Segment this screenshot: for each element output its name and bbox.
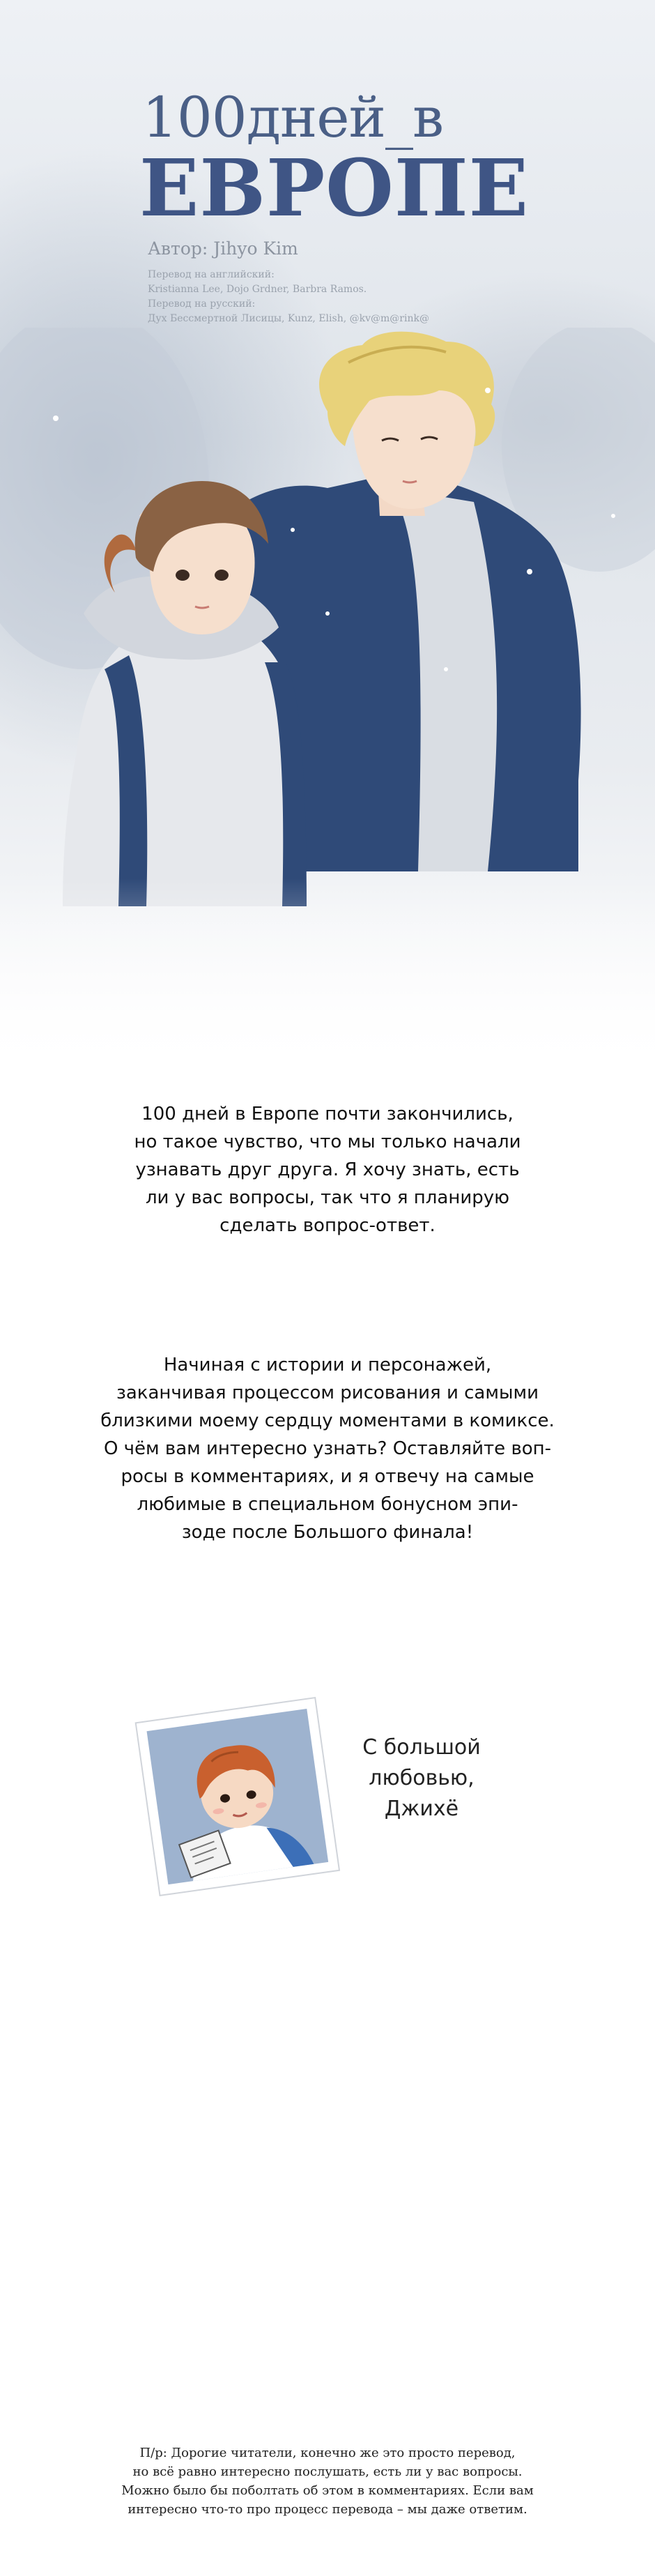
note-line: П/р: Дорогие читатели, конечно же это просто перевод, — [139, 2446, 516, 2460]
author-avatar-photo — [132, 1687, 362, 1896]
message-paragraph-1 — [70, 1100, 585, 1240]
message-line: росы в комментариях, и я отвечу на самые — [121, 1466, 534, 1487]
signature-line: С большой — [362, 1735, 481, 1760]
message-line: любимые в специальном бонусном эпи- — [137, 1494, 518, 1515]
author-signature — [355, 1732, 488, 1824]
signature-line: Джихё — [384, 1797, 459, 1821]
note-line: Можно было бы поболтать об этом в комментариях. Если вам — [121, 2483, 534, 2498]
cover-fade — [0, 878, 655, 1088]
comic-title-line-2: ЕВРОПЕ — [139, 143, 529, 234]
message-line: ли у вас вопросы, так что я планирую — [145, 1187, 510, 1208]
translator-note — [84, 2444, 571, 2519]
credit-line: Kristianna Lee, Dojo Grdner, Barbra Ramos. — [148, 284, 367, 295]
credit-line: Дух Бессмертной Лисицы, Kunz, Elish, @kv@m@rink@ — [148, 313, 429, 324]
note-line: интересно что-то про процесс перевода – мы даже ответим. — [128, 2502, 527, 2517]
message-line: О чём вам интересно узнать? Оставляйте воп- — [103, 1438, 552, 1459]
cover-artwork — [0, 0, 655, 1088]
signature-line: любовью, — [369, 1766, 475, 1790]
comic-title-line-1: 100дней_в — [142, 85, 443, 150]
author-credit: Автор: Jihyo Kim — [148, 238, 298, 259]
message-line: 100 дней в Европе почти закончились, — [141, 1104, 514, 1125]
message-line: зоде после Большого финала! — [181, 1522, 474, 1543]
credit-line: Перевод на английский: — [148, 269, 275, 280]
note-line: но всё равно интересно послушать, есть ли у вас вопросы. — [132, 2464, 523, 2479]
message-line: сделать вопрос-ответ. — [219, 1215, 436, 1236]
message-line: узнавать друг друга. Я хочу знать, есть — [135, 1159, 520, 1180]
message-line: близкими моему сердцу моментами в комиксе. — [100, 1410, 555, 1431]
message-line: Начиная с истории и персонажей, — [163, 1355, 492, 1375]
message-paragraph-2 — [70, 1351, 585, 1546]
translation-credits — [148, 268, 429, 326]
message-line: заканчивая процессом рисования и самыми — [116, 1382, 539, 1403]
credit-line: Перевод на русский: — [148, 298, 256, 310]
message-line: но такое чувство, что мы только начали — [134, 1131, 521, 1152]
